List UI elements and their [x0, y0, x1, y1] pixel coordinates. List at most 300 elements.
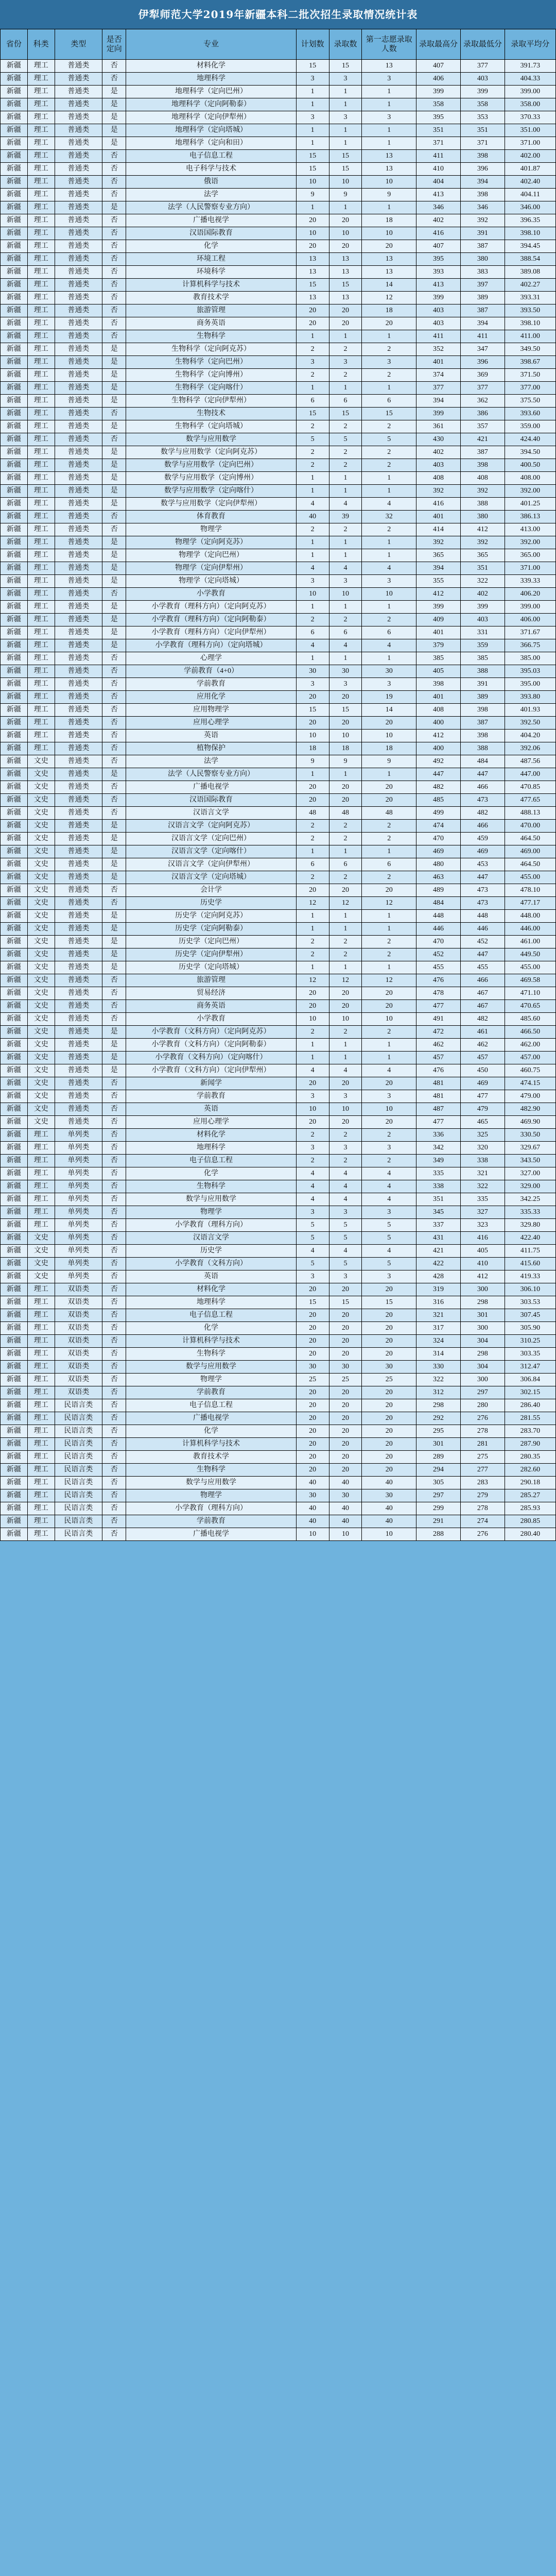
cell-first-choice: 4 [362, 498, 416, 511]
cell-category: 理工 [27, 1425, 55, 1438]
cell-directed: 否 [102, 292, 126, 304]
table-row [1, 111, 556, 124]
cell-major: 汉语国际教育 [126, 794, 296, 807]
cell-province: 新疆 [1, 1219, 28, 1232]
cell-category: 理工 [27, 549, 55, 562]
cell-type: 普通类 [55, 266, 102, 279]
table-row [1, 150, 556, 163]
cell-first-choice: 4 [362, 1193, 416, 1206]
cell-province: 新疆 [1, 201, 28, 214]
cell-type: 普通类 [55, 807, 102, 820]
cell-type: 普通类 [55, 150, 102, 163]
cell-category: 理工 [27, 536, 55, 549]
cell-first-choice: 14 [362, 704, 416, 717]
cell-plan: 1 [296, 768, 329, 781]
cell-max-score: 288 [416, 1528, 461, 1541]
cell-max-score: 401 [416, 356, 461, 369]
cell-province: 新疆 [1, 1361, 28, 1374]
cell-plan: 20 [296, 717, 329, 730]
cell-major: 法学（人民警察专业方向） [126, 768, 296, 781]
cell-first-choice: 5 [362, 1258, 416, 1270]
cell-province: 新疆 [1, 446, 28, 459]
cell-admitted: 4 [329, 1180, 362, 1193]
cell-admitted: 3 [329, 356, 362, 369]
cell-max-score: 470 [416, 936, 461, 948]
cell-max-score: 411 [416, 150, 461, 163]
cell-type: 单列类 [55, 1142, 102, 1155]
cell-major: 学前教育 [126, 1090, 296, 1103]
cell-category: 理工 [27, 189, 55, 201]
cell-plan: 6 [296, 858, 329, 871]
cell-plan: 2 [296, 343, 329, 356]
cell-admitted: 13 [329, 253, 362, 266]
cell-admitted: 20 [329, 691, 362, 704]
cell-avg-score: 447.00 [505, 768, 555, 781]
table-row [1, 1245, 556, 1258]
page-title: 伊犁师范大学2019年新疆本科二批次招生录取情况统计表 [0, 0, 556, 29]
cell-admitted: 30 [329, 1489, 362, 1502]
cell-major: 法学 [126, 189, 296, 201]
cell-directed: 是 [102, 820, 126, 833]
cell-type: 单列类 [55, 1167, 102, 1180]
cell-max-score: 301 [416, 1438, 461, 1451]
cell-admitted: 40 [329, 1515, 362, 1528]
cell-avg-score: 462.00 [505, 1039, 555, 1052]
cell-directed: 否 [102, 1348, 126, 1361]
cell-max-score: 414 [416, 523, 461, 536]
cell-avg-score: 393.50 [505, 304, 555, 317]
cell-directed: 否 [102, 730, 126, 742]
cell-directed: 否 [102, 60, 126, 73]
cell-admitted: 1 [329, 98, 362, 111]
table-row [1, 948, 556, 961]
cell-directed: 否 [102, 304, 126, 317]
cell-province: 新疆 [1, 1103, 28, 1116]
table-row [1, 1129, 556, 1142]
cell-avg-score: 404.33 [505, 73, 555, 86]
cell-major: 教育技术学 [126, 292, 296, 304]
cell-first-choice: 10 [362, 1103, 416, 1116]
cell-min-score: 398 [460, 459, 505, 472]
cell-category: 文史 [27, 1013, 55, 1026]
table-row [1, 1412, 556, 1425]
table-row [1, 601, 556, 614]
cell-type: 普通类 [55, 189, 102, 201]
cell-major: 历史学（定向阿克苏） [126, 910, 296, 923]
cell-type: 普通类 [55, 408, 102, 420]
cell-province: 新疆 [1, 884, 28, 897]
cell-first-choice: 2 [362, 948, 416, 961]
cell-avg-score: 303.53 [505, 1296, 555, 1309]
cell-max-score: 322 [416, 1374, 461, 1386]
cell-category: 理工 [27, 1374, 55, 1386]
cell-first-choice: 1 [362, 845, 416, 858]
cell-avg-score: 413.00 [505, 523, 555, 536]
cell-plan: 4 [296, 1193, 329, 1206]
header-avg-score: 录取平均分 [505, 29, 555, 60]
cell-min-score: 362 [460, 395, 505, 408]
cell-directed: 否 [102, 150, 126, 163]
cell-directed: 是 [102, 1026, 126, 1039]
cell-max-score: 393 [416, 266, 461, 279]
cell-min-score: 466 [460, 820, 505, 833]
cell-plan: 1 [296, 472, 329, 485]
cell-province: 新疆 [1, 279, 28, 292]
cell-min-score: 473 [460, 794, 505, 807]
cell-avg-score: 482.90 [505, 1103, 555, 1116]
cell-type: 普通类 [55, 253, 102, 266]
cell-type: 双语类 [55, 1348, 102, 1361]
cell-category: 文史 [27, 768, 55, 781]
cell-province: 新疆 [1, 240, 28, 253]
cell-admitted: 30 [329, 665, 362, 678]
cell-avg-score: 477.65 [505, 794, 555, 807]
cell-plan: 1 [296, 98, 329, 111]
cell-category: 理工 [27, 626, 55, 639]
cell-max-score: 314 [416, 1348, 461, 1361]
cell-first-choice: 20 [362, 1077, 416, 1090]
table-row [1, 665, 556, 678]
cell-directed: 否 [102, 742, 126, 755]
cell-first-choice: 6 [362, 395, 416, 408]
cell-plan: 20 [296, 1464, 329, 1477]
cell-province: 新疆 [1, 523, 28, 536]
cell-province: 新疆 [1, 755, 28, 768]
cell-type: 普通类 [55, 691, 102, 704]
cell-first-choice: 25 [362, 1374, 416, 1386]
cell-category: 理工 [27, 717, 55, 730]
cell-directed: 否 [102, 1438, 126, 1451]
cell-category: 理工 [27, 1489, 55, 1502]
cell-min-score: 447 [460, 948, 505, 961]
cell-category: 理工 [27, 1142, 55, 1155]
cell-min-score: 457 [460, 1052, 505, 1064]
cell-avg-score: 330.50 [505, 1129, 555, 1142]
cell-avg-score: 283.70 [505, 1425, 555, 1438]
cell-plan: 20 [296, 1386, 329, 1399]
cell-avg-score: 394.50 [505, 446, 555, 459]
cell-province: 新疆 [1, 652, 28, 665]
cell-admitted: 1 [329, 86, 362, 98]
cell-avg-score: 474.15 [505, 1077, 555, 1090]
cell-type: 普通类 [55, 111, 102, 124]
cell-avg-score: 286.40 [505, 1399, 555, 1412]
cell-major: 法学 [126, 755, 296, 768]
table-row [1, 1232, 556, 1245]
cell-admitted: 40 [329, 1477, 362, 1489]
table-row [1, 408, 556, 420]
cell-province: 新疆 [1, 356, 28, 369]
cell-category: 理工 [27, 511, 55, 523]
cell-province: 新疆 [1, 974, 28, 987]
cell-min-score: 391 [460, 227, 505, 240]
cell-avg-score: 461.00 [505, 936, 555, 948]
cell-category: 理工 [27, 1155, 55, 1167]
cell-type: 普通类 [55, 292, 102, 304]
cell-directed: 是 [102, 1064, 126, 1077]
cell-min-score: 469 [460, 845, 505, 858]
cell-min-score: 380 [460, 253, 505, 266]
cell-type: 民语言类 [55, 1425, 102, 1438]
cell-type: 普通类 [55, 948, 102, 961]
cell-first-choice: 18 [362, 214, 416, 227]
table-row [1, 317, 556, 330]
cell-directed: 否 [102, 755, 126, 768]
cell-avg-score: 422.40 [505, 1232, 555, 1245]
cell-max-score: 448 [416, 910, 461, 923]
cell-admitted: 10 [329, 176, 362, 189]
cell-category: 理工 [27, 227, 55, 240]
cell-min-score: 412 [460, 1270, 505, 1283]
cell-first-choice: 4 [362, 1180, 416, 1193]
table-row [1, 1528, 556, 1541]
cell-plan: 2 [296, 446, 329, 459]
cell-admitted: 1 [329, 768, 362, 781]
cell-admitted: 1 [329, 923, 362, 936]
cell-directed: 是 [102, 1039, 126, 1052]
cell-plan: 3 [296, 1270, 329, 1283]
cell-province: 新疆 [1, 304, 28, 317]
cell-admitted: 20 [329, 240, 362, 253]
cell-avg-score: 479.00 [505, 1090, 555, 1103]
cell-plan: 20 [296, 1335, 329, 1348]
cell-plan: 2 [296, 523, 329, 536]
cell-major: 物理学（定向伊犁州） [126, 562, 296, 575]
cell-major: 广播电视学 [126, 214, 296, 227]
cell-major: 生物科学（定向塔城） [126, 420, 296, 433]
cell-admitted: 3 [329, 111, 362, 124]
cell-first-choice: 20 [362, 1412, 416, 1425]
cell-admitted: 2 [329, 948, 362, 961]
cell-plan: 20 [296, 1322, 329, 1335]
cell-min-score: 300 [460, 1283, 505, 1296]
cell-directed: 否 [102, 678, 126, 691]
header-province: 省份 [1, 29, 28, 60]
cell-avg-score: 329.67 [505, 1142, 555, 1155]
cell-max-score: 335 [416, 1167, 461, 1180]
cell-first-choice: 19 [362, 691, 416, 704]
cell-province: 新疆 [1, 948, 28, 961]
cell-plan: 20 [296, 304, 329, 317]
cell-admitted: 20 [329, 1309, 362, 1322]
cell-plan: 5 [296, 1232, 329, 1245]
cell-first-choice: 4 [362, 1167, 416, 1180]
cell-max-score: 411 [416, 330, 461, 343]
cell-min-score: 300 [460, 1374, 505, 1386]
table-row [1, 304, 556, 317]
cell-category: 理工 [27, 1386, 55, 1399]
cell-directed: 否 [102, 1116, 126, 1129]
cell-province: 新疆 [1, 858, 28, 871]
cell-directed: 是 [102, 472, 126, 485]
table-row [1, 86, 556, 98]
cell-plan: 18 [296, 742, 329, 755]
cell-admitted: 5 [329, 1219, 362, 1232]
cell-min-score: 300 [460, 1322, 505, 1335]
cell-directed: 是 [102, 420, 126, 433]
cell-first-choice: 9 [362, 189, 416, 201]
cell-admitted: 5 [329, 1258, 362, 1270]
cell-min-score: 387 [460, 240, 505, 253]
cell-major: 环境科学 [126, 266, 296, 279]
cell-max-score: 392 [416, 536, 461, 549]
cell-type: 民语言类 [55, 1438, 102, 1451]
cell-type: 普通类 [55, 420, 102, 433]
cell-major: 电子信息工程 [126, 150, 296, 163]
header-plan: 计划数 [296, 29, 329, 60]
cell-avg-score: 371.67 [505, 626, 555, 639]
cell-category: 理工 [27, 253, 55, 266]
cell-max-score: 342 [416, 1142, 461, 1155]
cell-min-score: 357 [460, 420, 505, 433]
cell-province: 新疆 [1, 1348, 28, 1361]
cell-directed: 否 [102, 176, 126, 189]
cell-category: 理工 [27, 343, 55, 356]
cell-major: 汉语言文学（定向塔城） [126, 871, 296, 884]
cell-avg-score: 469.90 [505, 1116, 555, 1129]
table-row [1, 1206, 556, 1219]
cell-avg-score: 398.10 [505, 317, 555, 330]
cell-avg-score: 402.00 [505, 150, 555, 163]
cell-first-choice: 48 [362, 807, 416, 820]
cell-max-score: 398 [416, 678, 461, 691]
table-row [1, 73, 556, 86]
cell-max-score: 319 [416, 1283, 461, 1296]
cell-max-score: 297 [416, 1489, 461, 1502]
cell-plan: 20 [296, 1348, 329, 1361]
cell-province: 新疆 [1, 1206, 28, 1219]
cell-category: 文史 [27, 755, 55, 768]
cell-province: 新疆 [1, 511, 28, 523]
cell-plan: 2 [296, 420, 329, 433]
cell-min-score: 477 [460, 1090, 505, 1103]
cell-admitted: 2 [329, 833, 362, 845]
cell-max-score: 412 [416, 588, 461, 601]
cell-province: 新疆 [1, 1515, 28, 1528]
cell-min-score: 410 [460, 1258, 505, 1270]
cell-major: 广播电视学 [126, 781, 296, 794]
cell-plan: 30 [296, 665, 329, 678]
cell-type: 普通类 [55, 665, 102, 678]
cell-plan: 20 [296, 884, 329, 897]
cell-min-score: 388 [460, 742, 505, 755]
cell-directed: 否 [102, 1412, 126, 1425]
cell-plan: 2 [296, 871, 329, 884]
cell-major: 广播电视学 [126, 1528, 296, 1541]
cell-directed: 否 [102, 214, 126, 227]
cell-avg-score: 335.33 [505, 1206, 555, 1219]
cell-major: 地理科学（定向伊犁州） [126, 111, 296, 124]
cell-province: 新疆 [1, 214, 28, 227]
cell-plan: 2 [296, 459, 329, 472]
cell-major: 材料化学 [126, 1129, 296, 1142]
cell-type: 普通类 [55, 382, 102, 395]
cell-plan: 1 [296, 652, 329, 665]
cell-major: 数学与应用数学 [126, 1361, 296, 1374]
cell-directed: 否 [102, 253, 126, 266]
cell-admitted: 1 [329, 382, 362, 395]
cell-plan: 12 [296, 974, 329, 987]
cell-type: 普通类 [55, 523, 102, 536]
cell-min-score: 453 [460, 858, 505, 871]
cell-category: 文史 [27, 1052, 55, 1064]
cell-plan: 3 [296, 111, 329, 124]
cell-min-score: 385 [460, 652, 505, 665]
cell-category: 理工 [27, 1283, 55, 1296]
cell-plan: 2 [296, 614, 329, 626]
cell-first-choice: 3 [362, 575, 416, 588]
cell-type: 普通类 [55, 871, 102, 884]
table-row [1, 1090, 556, 1103]
cell-type: 普通类 [55, 60, 102, 73]
cell-plan: 25 [296, 1374, 329, 1386]
cell-category: 文史 [27, 974, 55, 987]
table-row [1, 691, 556, 704]
cell-min-score: 403 [460, 614, 505, 626]
cell-admitted: 1 [329, 201, 362, 214]
cell-admitted: 20 [329, 1322, 362, 1335]
cell-directed: 否 [102, 1129, 126, 1142]
cell-province: 新疆 [1, 536, 28, 549]
cell-min-score: 301 [460, 1309, 505, 1322]
cell-category: 理工 [27, 86, 55, 98]
cell-type: 普通类 [55, 833, 102, 845]
table-body [1, 60, 556, 1541]
cell-category: 理工 [27, 1180, 55, 1193]
cell-first-choice: 10 [362, 730, 416, 742]
cell-province: 新疆 [1, 1129, 28, 1142]
cell-directed: 是 [102, 137, 126, 150]
table-row [1, 1000, 556, 1013]
cell-max-score: 407 [416, 240, 461, 253]
cell-directed: 否 [102, 1103, 126, 1116]
cell-type: 普通类 [55, 820, 102, 833]
cell-category: 理工 [27, 1451, 55, 1464]
table-row [1, 923, 556, 936]
cell-category: 文史 [27, 923, 55, 936]
cell-major: 商务英语 [126, 317, 296, 330]
table-row [1, 794, 556, 807]
cell-category: 理工 [27, 1438, 55, 1451]
cell-type: 普通类 [55, 536, 102, 549]
cell-admitted: 1 [329, 137, 362, 150]
table-row [1, 742, 556, 755]
cell-directed: 是 [102, 343, 126, 356]
cell-max-score: 349 [416, 1155, 461, 1167]
cell-province: 新疆 [1, 498, 28, 511]
cell-max-score: 399 [416, 601, 461, 614]
cell-major: 小学教育（理科方向）（定向阿勒泰） [126, 614, 296, 626]
cell-first-choice: 32 [362, 511, 416, 523]
cell-directed: 否 [102, 884, 126, 897]
cell-plan: 2 [296, 1129, 329, 1142]
cell-avg-score: 411.00 [505, 330, 555, 343]
cell-first-choice: 15 [362, 1296, 416, 1309]
cell-major: 汉语言文学（定向伊犁州） [126, 858, 296, 871]
table-row [1, 858, 556, 871]
cell-type: 单列类 [55, 1232, 102, 1245]
table-row [1, 1502, 556, 1515]
cell-category: 理工 [27, 1167, 55, 1180]
cell-first-choice: 20 [362, 1322, 416, 1335]
cell-type: 普通类 [55, 923, 102, 936]
cell-type: 普通类 [55, 858, 102, 871]
cell-plan: 20 [296, 240, 329, 253]
cell-major: 生物科学（定向阿克苏） [126, 343, 296, 356]
cell-category: 文史 [27, 897, 55, 910]
cell-admitted: 10 [329, 1013, 362, 1026]
cell-type: 普通类 [55, 227, 102, 240]
